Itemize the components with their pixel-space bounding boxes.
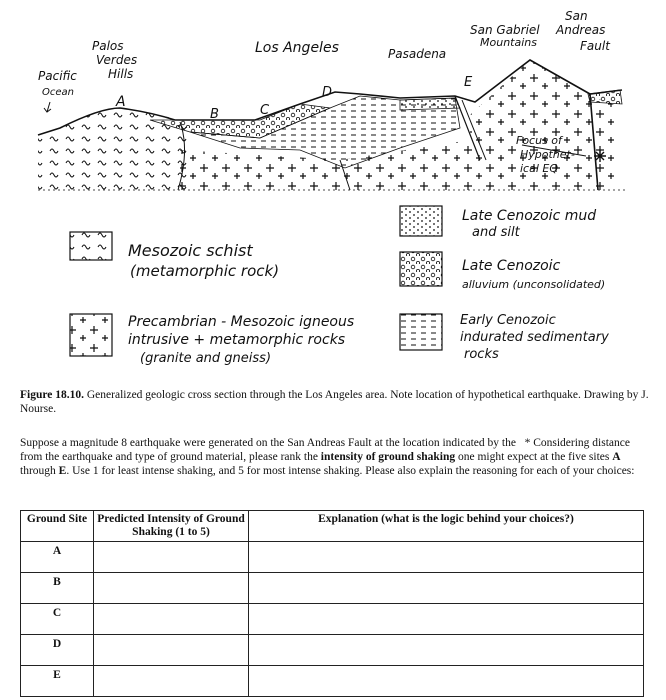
legend-sedimentary <box>400 313 609 362</box>
table-row <box>21 635 644 666</box>
svg-text:(granite and gneiss): (granite and gneiss) <box>140 351 272 366</box>
svg-text:intrusive + metamorphic rocks: intrusive + metamorphic rocks <box>128 332 346 348</box>
svg-text:San Gabriel: San Gabriel <box>470 23 540 37</box>
svg-text:Hypothet-: Hypothet- <box>520 148 575 161</box>
svg-text:Hills: Hills <box>108 67 134 81</box>
svg-text:Ocean: Ocean <box>42 87 74 98</box>
table-row <box>21 573 644 604</box>
header-ground-site: Ground Site <box>21 511 94 542</box>
site-marker-a: A <box>116 94 126 110</box>
answer-table <box>20 510 644 697</box>
figure-label: Figure 18.10. <box>20 389 84 401</box>
question-text-5: . Use 1 for least intense shaking, and 5 for most intense shaking. Please also explain the reasoning for each of your choices: <box>66 465 635 477</box>
star-symbol: * <box>524 437 531 449</box>
question-text-2: Considering distance from the earthquake and type of ground material, please rank the <box>20 437 630 463</box>
svg-text:and silt: and silt <box>472 225 520 240</box>
legend-mud-silt <box>400 206 596 240</box>
question-text-3: one might expect at the five sites <box>458 451 610 463</box>
site-marker-e: E <box>464 75 473 90</box>
site-label-a: A <box>21 542 94 573</box>
explanation-input-b[interactable] <box>249 573 644 604</box>
svg-text:indurated sedimentary: indurated sedimentary <box>460 330 609 345</box>
header-explanation: Explanation (what is the logic behind your choices?) <box>249 511 644 542</box>
question-text-4: through <box>20 465 56 477</box>
svg-text:Precambrian - Mesozoic igneous: Precambrian - Mesozoic igneous <box>128 314 355 330</box>
svg-text:rocks: rocks <box>464 347 499 362</box>
svg-text:Palos: Palos <box>92 39 124 53</box>
explanation-input-a[interactable] <box>249 542 644 573</box>
svg-text:San: San <box>565 9 588 23</box>
label-san-andreas-fault <box>555 9 611 53</box>
svg-text:alluvium (unconsolidated): alluvium (unconsolidated) <box>462 278 606 291</box>
intensity-input-c[interactable] <box>94 604 249 635</box>
svg-text:Mesozoic schist: Mesozoic schist <box>128 241 253 260</box>
site-marker-b: B <box>210 107 219 122</box>
question-text-1: Suppose a magnitude 8 earthquake were generated on the San Andreas Fault at the location indicated by the <box>20 437 516 449</box>
site-marker-c: C <box>260 103 270 118</box>
label-los-angeles: Los Angeles <box>255 40 339 56</box>
intensity-input-b[interactable] <box>94 573 249 604</box>
site-label-b: B <box>21 573 94 604</box>
site-label-c: C <box>21 604 94 635</box>
table-row <box>21 666 644 697</box>
svg-text:Early Cenozoic: Early Cenozoic <box>460 313 556 328</box>
label-pacific-ocean <box>38 69 77 112</box>
svg-text:Focus of: Focus of <box>516 134 562 147</box>
figure-caption-text: Generalized geologic cross section through the Los Angeles area. Note location of hypothetical earthquake. Drawing by J. Nourse. <box>20 389 649 415</box>
svg-text:Andreas: Andreas <box>556 23 606 37</box>
explanation-input-c[interactable] <box>249 604 644 635</box>
question-emphasis-a: A <box>612 451 621 463</box>
label-palos-verdes <box>92 39 137 81</box>
intensity-input-d[interactable] <box>94 635 249 666</box>
site-marker-d: D <box>322 85 333 100</box>
intensity-input-e[interactable] <box>94 666 249 697</box>
svg-text:Late Cenozoic: Late Cenozoic <box>462 258 561 274</box>
site-label-e: E <box>21 666 94 697</box>
header-predicted-intensity: Predicted Intensity of Ground Shaking (1 to 5) <box>94 511 249 542</box>
legend-schist <box>70 232 279 280</box>
site-label-d: D <box>21 635 94 666</box>
label-san-gabriel-mountains <box>470 23 540 49</box>
table-row <box>21 604 644 635</box>
svg-text:Pacific: Pacific <box>38 69 77 83</box>
question-emphasis-e: E <box>58 465 67 477</box>
svg-text:Fault: Fault <box>580 39 610 53</box>
intensity-input-a[interactable] <box>94 542 249 573</box>
svg-text:Mountains: Mountains <box>480 36 537 49</box>
explanation-input-d[interactable] <box>249 635 644 666</box>
label-pasadena: Pasadena <box>388 47 447 61</box>
legend-alluvium <box>400 252 605 291</box>
svg-text:(metamorphic rock): (metamorphic rock) <box>130 262 280 280</box>
svg-text:Late Cenozoic mud: Late Cenozoic mud <box>462 208 597 224</box>
legend-igneous <box>70 314 354 366</box>
table-row <box>21 542 644 573</box>
question-emphasis-intensity: intensity of ground shaking <box>320 451 456 463</box>
figure-caption <box>20 388 650 416</box>
table-header-row <box>21 511 644 542</box>
explanation-input-e[interactable] <box>249 666 644 697</box>
svg-text:Verdes: Verdes <box>96 53 138 67</box>
svg-text:ical EQ: ical EQ <box>520 162 559 175</box>
question-prompt <box>20 436 650 478</box>
